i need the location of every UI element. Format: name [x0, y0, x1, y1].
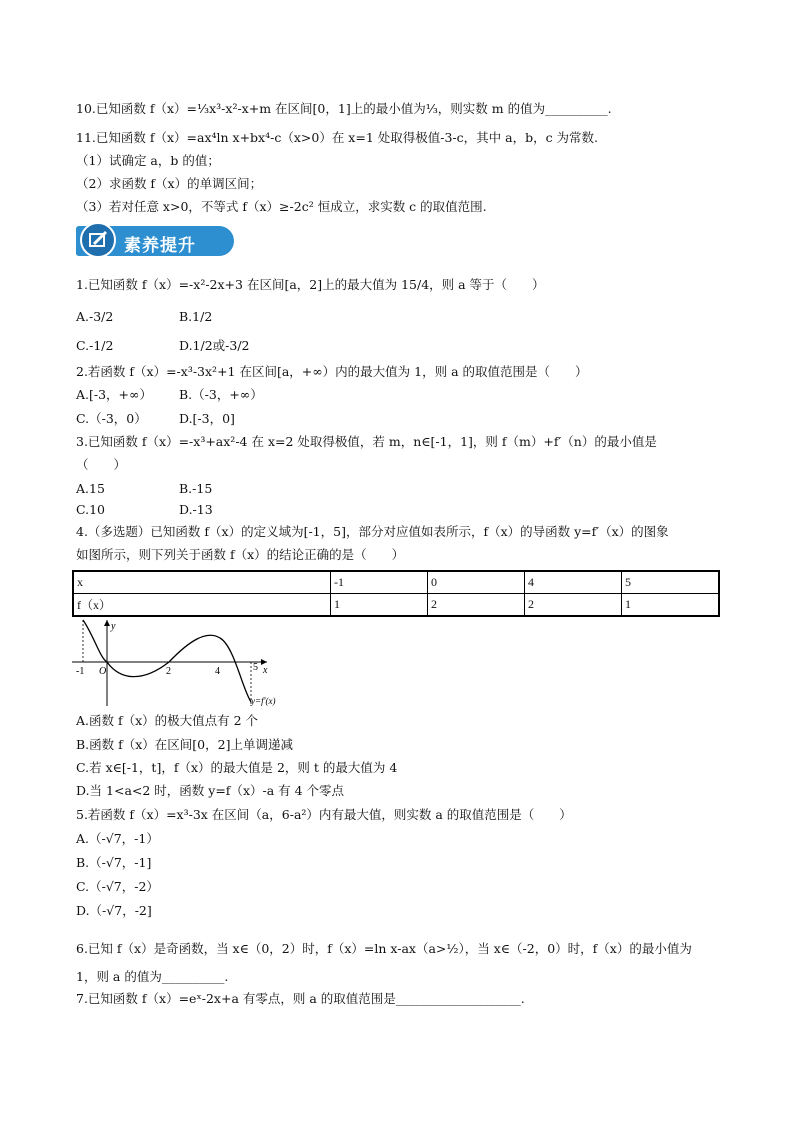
problem-1-option-d: D.1/2或-3/2 — [179, 338, 250, 353]
question-10: 10.已知函数 f（x）=⅓x³-x²-x+m 在区间[0，1]上的最小值为⅓，则实数 m 的值为__________. — [76, 101, 612, 116]
problem-3-stem: 3.已知函数 f（x）=-x³+ax²-4 在 x=2 处取得极值，若 m，n∈[-1，1]，则 f（m）+f′（n）的最小值是 — [76, 434, 657, 449]
table-row — [73, 594, 719, 617]
problem-4-option-d: D.当 1<a<2 时，函数 y=f（x）-a 有 4 个零点 — [76, 783, 345, 798]
table-cell: 5 — [622, 571, 720, 594]
y-axis-label: y — [111, 621, 116, 632]
problem-2-option-d: D.[-3，0] — [179, 411, 235, 426]
problem-1-option-a: A.-3/2 — [76, 309, 114, 324]
derivative-graph — [72, 618, 282, 708]
value-table — [72, 570, 720, 617]
problem-1-option-c: C.-1/2 — [76, 338, 114, 353]
question-11-stem: 11.已知函数 f（x）=ax⁴ln x+bx⁴-c（x>0）在 x=1 处取得极值-3-c，其中 a，b，c 为常数. — [76, 130, 599, 145]
table-cell: 0 — [428, 571, 525, 594]
table-cell: -1 — [331, 571, 428, 594]
problem-2-stem: 2.若函数 f（x）=-x³-3x²+1 在区间[a，+∞）内的最大值为 1，则 a 的取值范围是（ ） — [76, 364, 588, 379]
problem-4-stem: 4.（多选题）已知函数 f（x）的定义域为[-1，5]，部分对应值如表所示，f（x）的导函数 y=f′（x）的图象 — [76, 524, 669, 539]
problem-4-option-c: C.若 x∈[-1，t]，f（x）的最大值是 2，则 t 的最大值为 4 — [76, 760, 398, 775]
table-cell: 4 — [525, 571, 622, 594]
table-cell: 2 — [428, 594, 525, 617]
question-11-part-3: （3）若对任意 x>0，不等式 f（x）≥-2c² 恒成立，求实数 c 的取值范围. — [76, 199, 487, 214]
tick-minus-1: -1 — [76, 666, 85, 677]
question-11-part-1: （1）试确定 a，b 的值； — [76, 153, 220, 168]
problem-5-stem: 5.若函数 f（x）=x³-3x 在区间（a，6-a²）内有最大值，则实数 a 的取值范围是（ ） — [76, 807, 572, 822]
problem-5-option-d: D.（-√7，-2] — [76, 903, 152, 918]
problem-5-option-a: A.（-√7，-1） — [76, 831, 159, 846]
problem-4-option-b: B.函数 f（x）在区间[0，2]上单调递减 — [76, 737, 293, 752]
x-axis-label: x — [263, 665, 268, 676]
banner-title: 素养提升 — [124, 236, 196, 256]
problem-5-option-c: C.（-√7，-2） — [76, 879, 159, 894]
problem-4-option-a: A.函数 f（x）的极大值点有 2 个 — [76, 713, 259, 728]
problem-1-option-b: B.1/2 — [179, 309, 213, 324]
table-cell: x — [73, 571, 331, 594]
problem-2-option-a: A.[-3，+∞） — [76, 387, 152, 402]
problem-3-option-b: B.-15 — [179, 481, 213, 496]
problem-3-stem-2: （ ） — [76, 457, 127, 472]
tick-5: 5 — [253, 662, 258, 673]
origin-label: O — [99, 666, 107, 677]
curve-label: y=f′(x) — [251, 696, 276, 706]
problem-3-option-d: D.-13 — [179, 502, 213, 517]
derivative-curve — [83, 620, 251, 702]
problem-2-option-b: B.（-3，+∞） — [179, 387, 263, 402]
question-11-part-2: （2）求函数 f（x）的单调区间； — [76, 176, 263, 191]
problem-1-stem: 1.已知函数 f（x）=-x²-2x+3 在区间[a，2]上的最大值为 15/4，则 a 等于（ ） — [76, 277, 545, 292]
table-cell: 1 — [331, 594, 428, 617]
pencil-book-icon — [80, 222, 116, 258]
problem-4-stem-2: 如图所示，则下列关于函数 f（x）的结论正确的是（ ） — [76, 547, 405, 562]
problem-6-stem-2: 1，则 a 的值为__________. — [76, 969, 229, 984]
tick-4: 4 — [215, 666, 220, 677]
problem-3-option-c: C.10 — [76, 502, 105, 517]
table-cell: f（x） — [73, 594, 331, 617]
table-cell: 1 — [622, 594, 720, 617]
problem-2-option-c: C.（-3，0） — [76, 411, 147, 426]
table-row — [73, 571, 719, 594]
problem-3-option-a: A.15 — [76, 481, 105, 496]
y-axis-arrow — [104, 620, 110, 626]
problem-7-stem: 7.已知函数 f（x）=eˣ-2x+a 有零点，则 a 的取值范围是____________________. — [76, 991, 525, 1006]
section-banner — [76, 222, 236, 260]
tick-2: 2 — [166, 666, 171, 677]
problem-6-stem: 6.已知 f（x）是奇函数，当 x∈（0，2）时，f（x）=ln x-ax（a>½），当 x∈（-2，0）时，f（x）的最小值为 — [76, 941, 692, 956]
table-cell: 2 — [525, 594, 622, 617]
problem-5-option-b: B.（-√7，-1] — [76, 855, 152, 870]
